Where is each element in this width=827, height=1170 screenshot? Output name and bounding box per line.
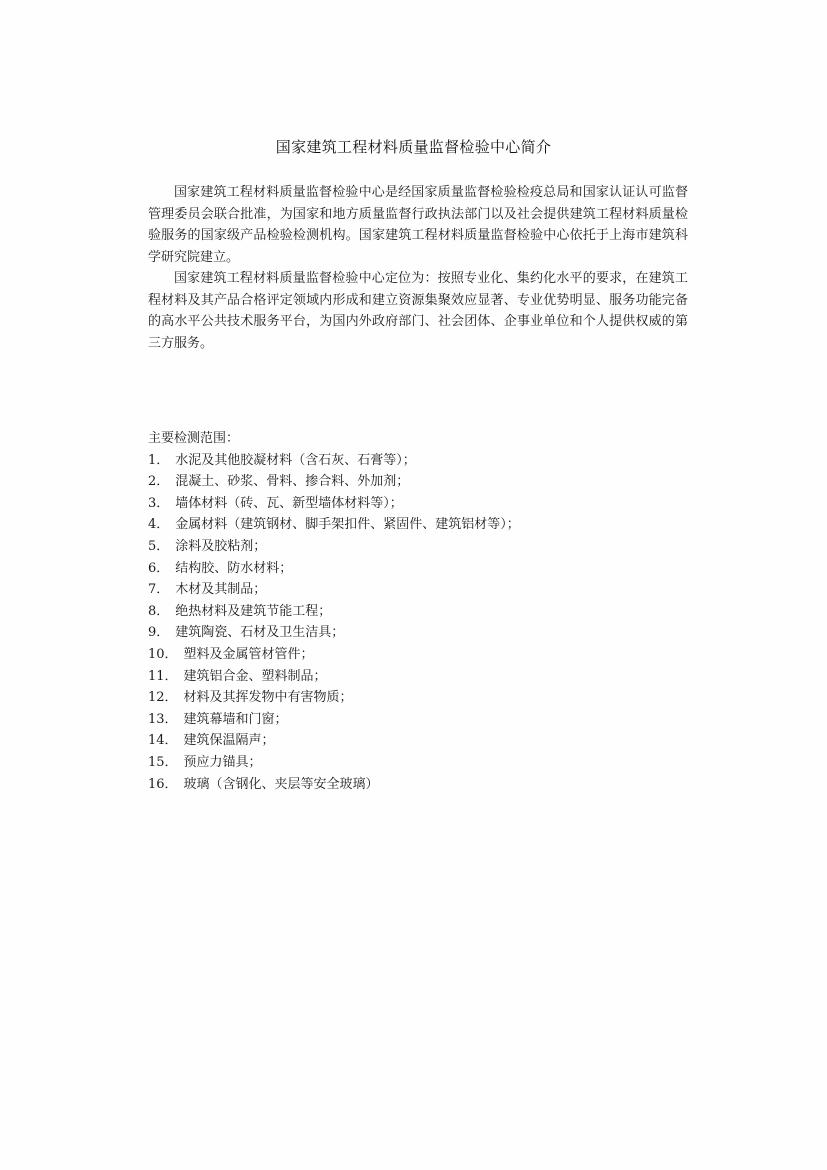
intro-section <box>148 182 688 354</box>
scope-item-number: 4． <box>148 517 170 533</box>
scope-item-number: 12． <box>148 690 178 706</box>
scope-item-number: 14． <box>148 733 178 749</box>
scope-item-text: 水泥及其他胶凝材料（含石灰、石膏等）； <box>175 452 416 468</box>
scope-item-text: 建筑幕墙和门窗； <box>183 711 288 727</box>
scope-item-number: 11． <box>148 668 178 684</box>
scope-heading: 主要检测范围： <box>148 431 240 446</box>
scope-item-number: 9． <box>148 625 170 641</box>
scope-item-text: 结构胶、防水材料； <box>175 560 293 576</box>
scope-item-text: 预应力锚具； <box>183 754 262 770</box>
scope-item-text: 材料及其挥发物中有害物质； <box>183 690 353 706</box>
scope-item-number: 5． <box>148 538 170 554</box>
scope-item-text: 玻璃（含钢化、夹层等安全玻璃） <box>183 776 379 792</box>
scope-item <box>148 730 708 752</box>
scope-item <box>148 644 708 666</box>
scope-item <box>148 493 708 515</box>
scope-item-number: 2． <box>148 474 170 490</box>
scope-item <box>148 536 708 558</box>
scope-item-number: 13． <box>148 711 178 727</box>
scope-item-text: 混凝土、砂浆、骨料、掺合料、外加剂； <box>175 474 410 490</box>
scope-item <box>148 450 708 472</box>
scope-item-number: 6． <box>148 560 170 576</box>
scope-item-text: 塑料及金属管材管件； <box>183 646 314 662</box>
scope-item <box>148 601 708 623</box>
scope-item-number: 16． <box>148 776 178 792</box>
positioning-paragraph: 国家建筑工程材料质量监督检验中心定位为：按照专业化、集约化水平的要求，在建筑工程材料及其产品合格评定领域内形成和建立资源集聚效应显著、专业优势明显、服务功能完备的高水平公共技术服务平台，为国内外政府部门、社会团体、企事业单位和个人提供权威的第三方服务。 <box>148 271 688 351</box>
scope-item-number: 15． <box>148 754 178 770</box>
scope-item <box>148 774 708 796</box>
scope-item-text: 金属材料（建筑钢材、脚手架扣件、紧固件、建筑铝材等）； <box>175 517 520 533</box>
scope-item-text: 建筑陶瓷、石材及卫生洁具； <box>175 625 345 641</box>
scope-item-text: 墙体材料（砖、瓦、新型墙体材料等）； <box>175 495 403 511</box>
scope-item <box>148 622 708 644</box>
scope-item-text: 涂料及胶粘剂； <box>175 538 267 554</box>
scope-item-text: 建筑铝合金、塑料制品； <box>183 668 327 684</box>
scope-item <box>148 514 708 536</box>
scope-item <box>148 666 708 688</box>
scope-item-number: 7． <box>148 582 170 598</box>
scope-item-number: 1． <box>148 452 170 468</box>
scope-item <box>148 579 708 601</box>
scope-item-text: 绝热材料及建筑节能工程； <box>175 603 332 619</box>
scope-item-number: 8． <box>148 603 170 619</box>
page-title: 国家建筑工程材料质量监督检验中心简介 <box>275 138 552 156</box>
scope-item <box>148 687 708 709</box>
scope-item <box>148 709 708 731</box>
scope-item-text: 木材及其制品； <box>175 582 267 598</box>
scope-list <box>148 450 708 796</box>
scope-item <box>148 471 708 493</box>
scope-item-text: 建筑保温隔声； <box>183 733 275 749</box>
scope-item-number: 10． <box>148 646 178 662</box>
scope-item <box>148 558 708 580</box>
intro-paragraph: 国家建筑工程材料质量监督检验中心是经国家质量监督检验检疫总局和国家认证认可监督管理委员会联合批准，为国家和地方质量监督行政执法部门以及社会提供建筑工程材料质量检验服务的国家级产品检验检测机构。国家建筑工程材料质量监督检验中心依托于上海市建筑科学研究院建立。 <box>148 185 688 265</box>
scope-item-number: 3． <box>148 495 170 511</box>
testing-scope-section <box>148 428 708 795</box>
scope-item <box>148 752 708 774</box>
